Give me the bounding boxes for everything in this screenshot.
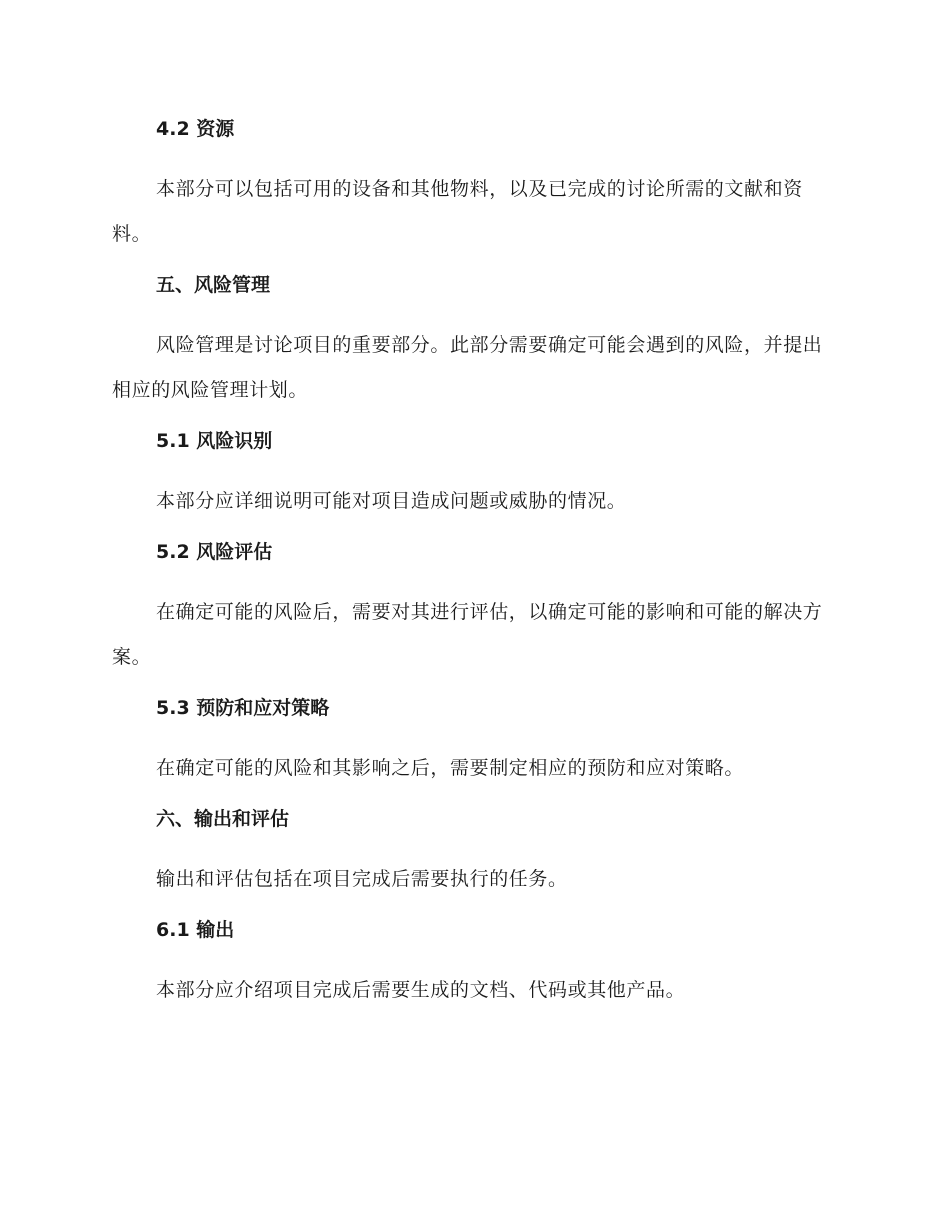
section-heading-6: 六、输出和评估 bbox=[156, 808, 290, 830]
section-heading-5-2: 5.2 风险评估 bbox=[156, 541, 273, 563]
section-heading-5: 五、风险管理 bbox=[156, 274, 271, 296]
document-body bbox=[112, 113, 832, 1013]
section-paragraph-4-2: 本部分可以包括可用的设备和其他物料，以及已完成的讨论所需的文献和资料。 bbox=[112, 178, 803, 245]
section-heading-6-1: 6.1 输出 bbox=[156, 919, 235, 941]
section-heading-5-1: 5.1 风险识别 bbox=[156, 430, 273, 452]
section-paragraph-5-1: 本部分应详细说明可能对项目造成问题或威胁的情况。 bbox=[156, 490, 627, 512]
section-paragraph-6-1: 本部分应介绍项目完成后需要生成的文档、代码或其他产品。 bbox=[156, 979, 686, 1001]
section-heading-5-3: 5.3 预防和应对策略 bbox=[156, 697, 330, 719]
section-paragraph-5: 风险管理是讨论项目的重要部分。此部分需要确定可能会遇到的风险，并提出相应的风险管理计划。 bbox=[112, 334, 823, 401]
section-heading-4-2: 4.2 资源 bbox=[156, 118, 235, 140]
section-paragraph-5-3: 在确定可能的风险和其影响之后，需要制定相应的预防和应对策略。 bbox=[156, 757, 745, 779]
section-paragraph-6: 输出和评估包括在项目完成后需要执行的任务。 bbox=[156, 868, 568, 890]
section-paragraph-5-2: 在确定可能的风险后，需要对其进行评估，以确定可能的影响和可能的解决方案。 bbox=[112, 601, 823, 668]
